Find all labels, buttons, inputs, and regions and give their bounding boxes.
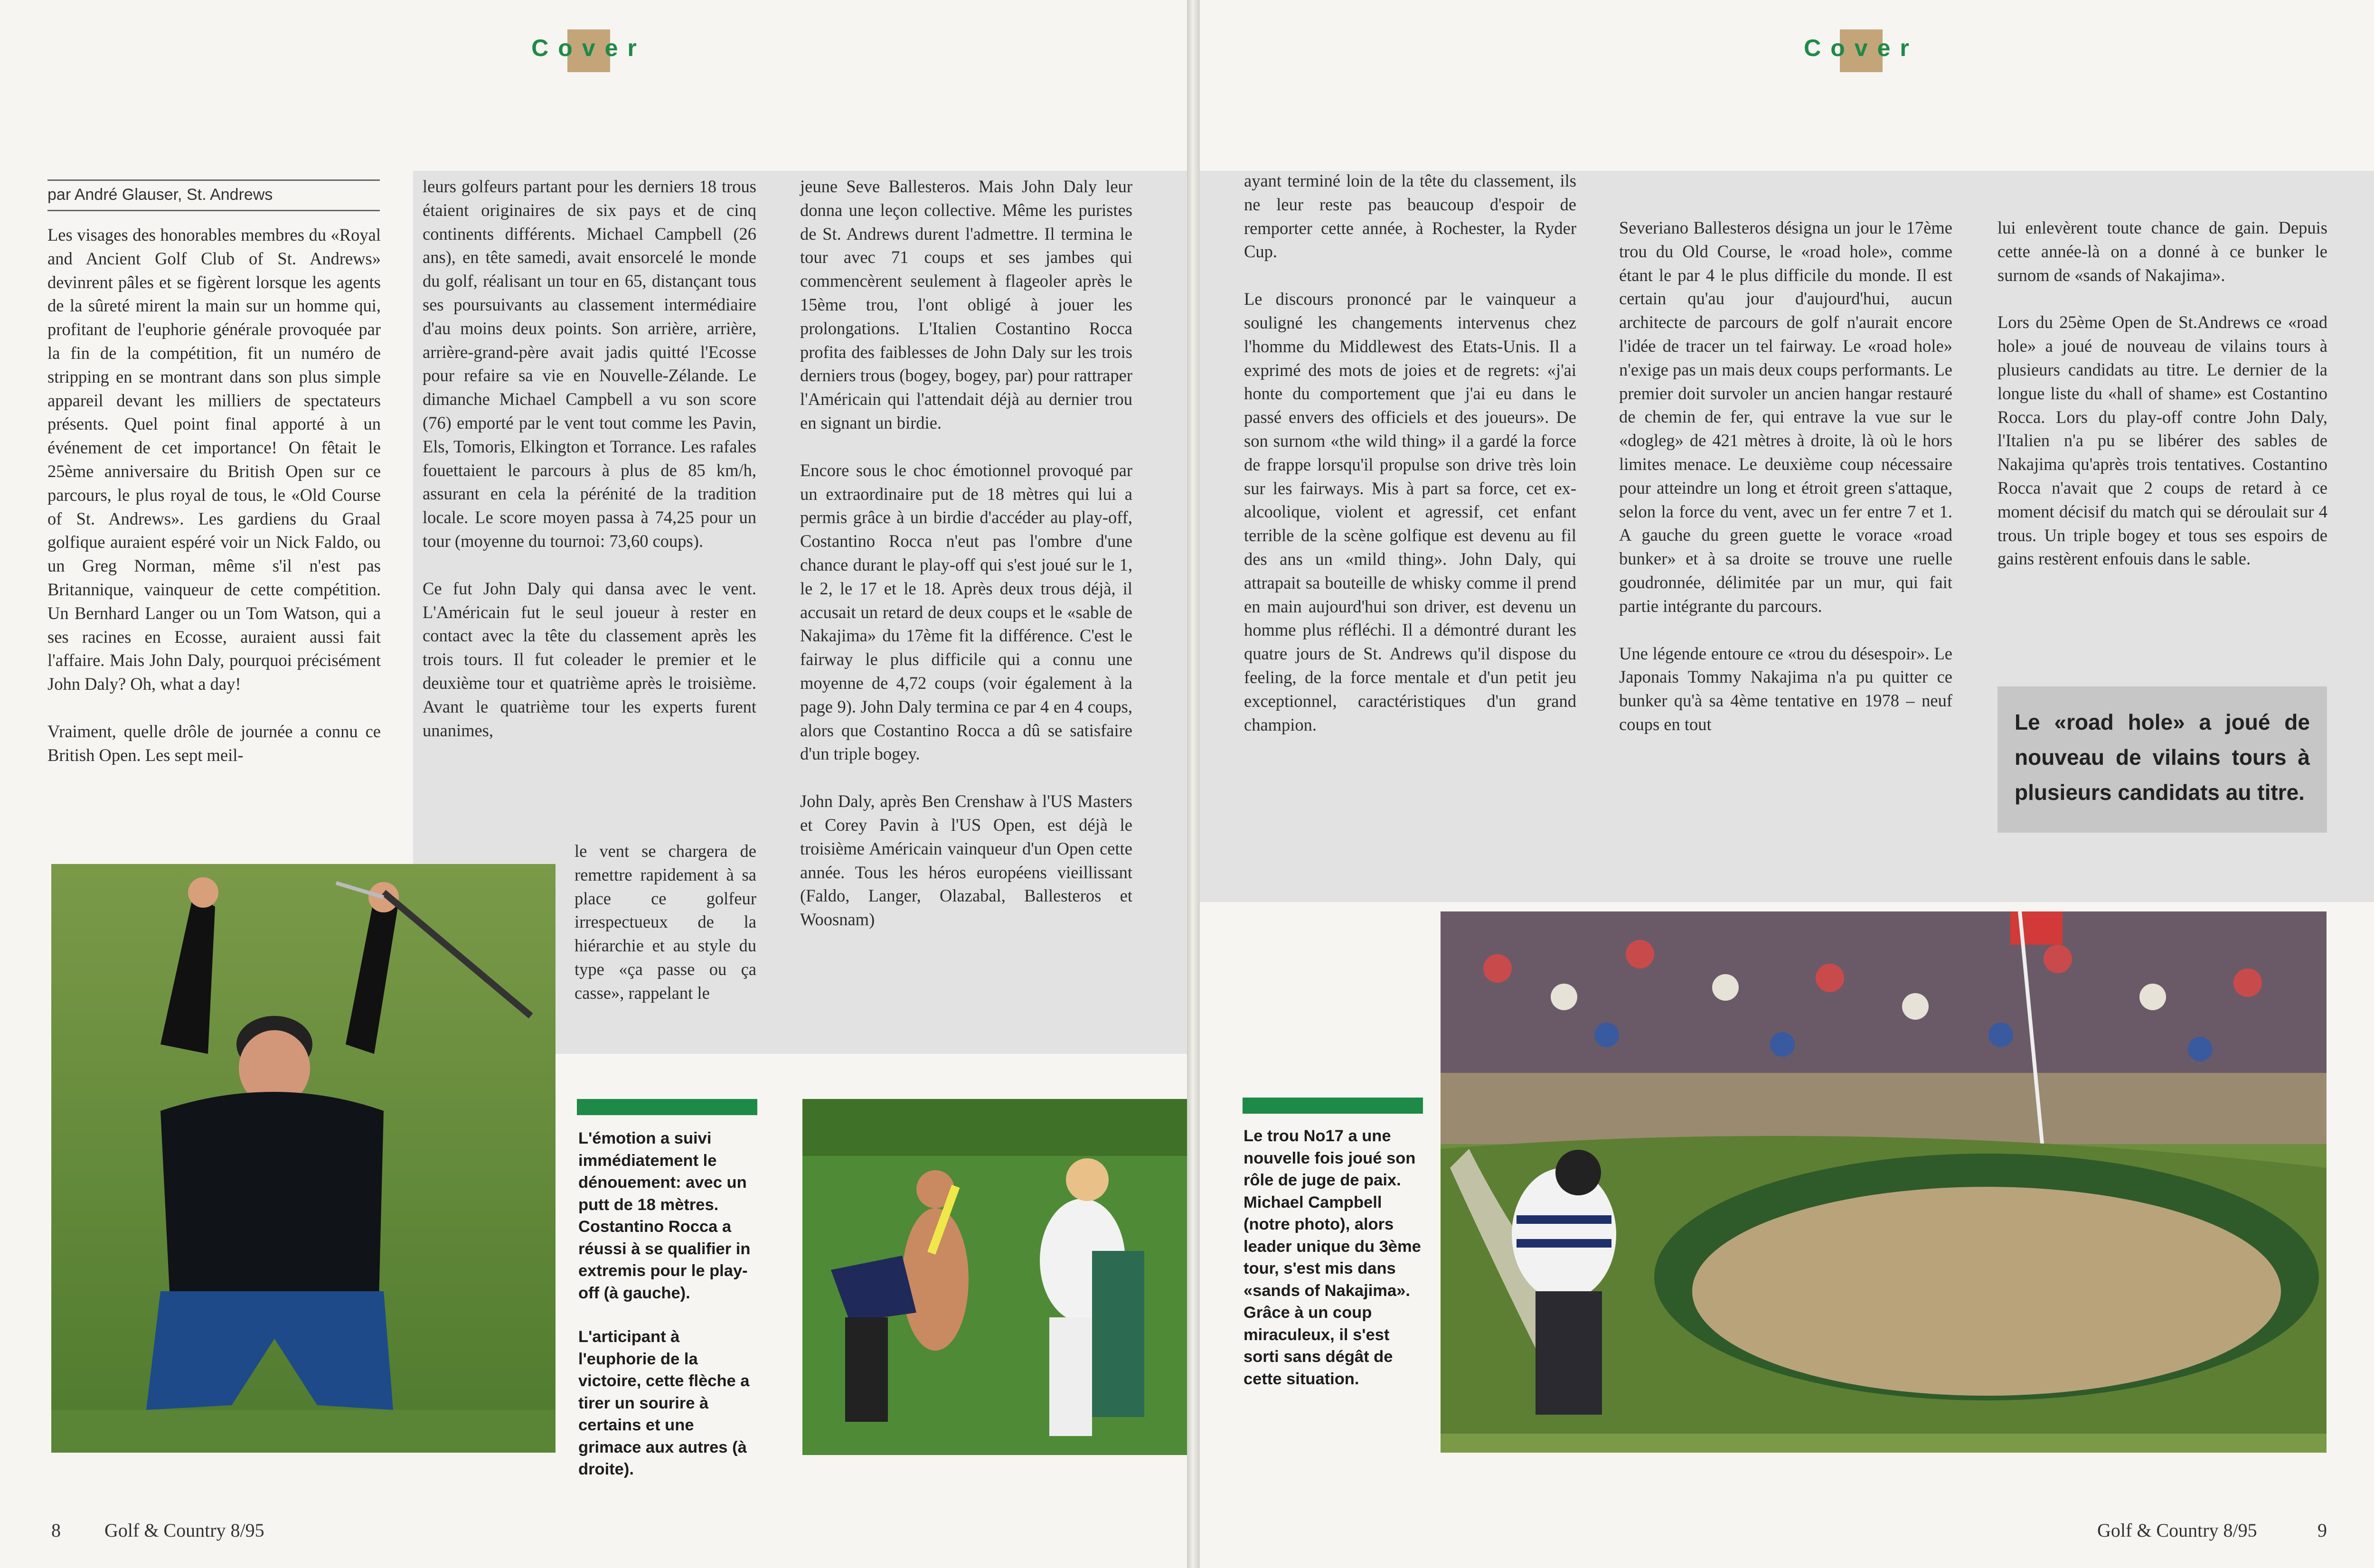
photo-streaker-celebration-image <box>802 1099 1187 1455</box>
article-column-3 <box>1997 216 2327 594</box>
article-column-2-narrow <box>575 839 756 1029</box>
photo-caption <box>578 1127 761 1502</box>
caption-paragraph: Le trou No17 a une nouvelle fois joué son rôle de juge de paix. Michael Campbell (notre photo), alors leader unique du 3ème tour, s'est mis dans «sands of Nakajima». Grâce à un coup miraculeux, il s'est sorti sans dégât de cette situation. <box>1244 1127 1421 1388</box>
paragraph: jeune Seve Ballesteros. Mais John Daly leur donna une leçon collective. Même les puristes de St. Andrews durent l'admettre. Il termina le tour avec 71 coups et ses jambes qui commencèrent seulement à flageoler après le 15ème trou, l'ont obligé à jouer les prolongations. L'Italien Costantino Rocca profita des faiblesses de John Daly sur les trois derniers trous (bogey, bogey, par) pour rattraper l'Américain qui l'attendait déjà au dernier trou en signant un birdie. <box>800 177 1132 432</box>
paragraph: Vraiment, quelle drôle de journée a connu ce British Open. Les sept meil- <box>47 721 381 765</box>
photo-golfer-celebrating <box>51 864 556 1453</box>
pull-quote <box>1997 686 2327 833</box>
caption-paragraph: L'émotion a suivi immédiatement le dénouement: avec un putt de 18 mètres. Costantino Rocca a réussi à se qualifier in extremis pour le play-off (à gauche). <box>578 1129 751 1302</box>
photo-streaker-celebration <box>802 1099 1187 1455</box>
right-page <box>1200 0 2374 1568</box>
caption-paragraph: L'articipant à l'euphorie de la victoire, cette flèche a tirer un sourire à certains et une grimace aux autres (à droite). <box>578 1328 750 1478</box>
paragraph: lui enlevèrent toute chance de gain. Depuis cette année-là on a donné à ce bunker le surnom de «sands of Nakajima». <box>1997 218 2327 285</box>
article-column-1 <box>1244 169 1576 760</box>
article-column-2 <box>423 175 756 742</box>
paragraph: le vent se chargera de remettre rapidement à sa place ce golfeur irrespectueux de la hiérarchie et au style du type «ça passe ou ça casse», rappelant le <box>575 841 756 1003</box>
paragraph: Ce fut John Daly qui dansa avec le vent. L'Américain fut le seul joueur à rester en contact avec la tête du classement après les trois tours. Il fut coleader le premier et le deuxième tour et quatrième après le troisième. Avant le quatrième tour les experts furent unanimes, <box>423 578 756 740</box>
byline: par André Glauser, St. Andrews <box>47 179 380 211</box>
paragraph: Les visages des honorables membres du «Royal and Ancient Golf Club of St. Andrews» devinrent pâles et se figèrent lorsque les agents de la sûreté mirent la main sur un homme qui, profitant de l'euphorie générale provoquée par la fin de la compétition, fit un numéro de stripping en se montrant dans son plus simple appareil devant les milliers de spectateurs présents. Quel point final apporté à un événement de cet importance! On fêtait le 25ème anniversaire du British Open sur ce parcours, le plus royal de tous, le «Old Course of St. Andrews». Les gardiens du Graal golfique auraient espéré voir un Nick Faldo, ou un Greg Norman, même s'il n'est pas Britannique, vainqueur de cette compétition. Un Bernhard Langer ou un Tom Watson, qui a ses racines en Ecosse, auraient aussi fait l'affaire. Mais John Daly, pourquoi précisément John Daly? Oh, what a day! <box>47 225 381 694</box>
magazine-issue: Golf & Country 8/95 <box>2097 1520 2257 1541</box>
spine-gutter <box>1187 0 1200 1568</box>
photo-road-hole-bunker <box>1441 911 2327 1453</box>
page-number: 9 <box>2317 1520 2327 1541</box>
paragraph: Une légende entoure ce «trou du désespoir». Le Japonais Tommy Nakajima n'a pu quitter ce bunker qu'à sa 4ème tentative en 1978 – neuf coups en tout <box>1619 643 1952 734</box>
paragraph: ayant terminé loin de la tête du classement, ils ne leur reste pas beaucoup d'espoir de remporter cette année, à Rochester, la Ryder Cup. <box>1244 171 1576 262</box>
article-column-2 <box>1619 216 1952 760</box>
page-number: 8 <box>51 1520 61 1541</box>
article-column-1 <box>47 223 381 791</box>
caption-rule <box>1243 1098 1423 1114</box>
paragraph: Severiano Ballesteros désigna un jour le 17ème trou du Old Course, le «road hole», comme étant le par 4 le plus difficile du monde. Il est certain qu'au jour d'aujourd'hui, aucun architecte de parcours de golf n'aurait encore l'idée de tracer un tel fairway. Le «road hole» n'exige pas un mais deux coups performants. Le premier doit survoler un ancien hangar restauré de chemin de fer, qui entrave la vue sur le «dogleg» de 421 mètres à droite, là où le hors limites menace. Le deuxième coup nécessaire pour atteindre un long et étroit green s'attaque, selon la force du vent, avec un fer entre 7 et 1. A gauche du green guette le vorace «road bunker» et à sa droite se trouve une ruelle goudronnée, délimitée par un mur, qui fait partie intégrante du parcours. <box>1619 218 1952 616</box>
section-label-text: Cover <box>531 35 646 61</box>
magazine-issue: Golf & Country 8/95 <box>104 1520 264 1541</box>
article-column-3 <box>800 175 1132 955</box>
section-label <box>1743 29 1980 72</box>
paragraph: Le discours prononcé par le vainqueur a souligné les changements intervenus chez l'homme du Middlewest des Etats-Unis. Il a exprimé des mots de joies et de regrets: «j'ai honte du comportement que j'ai eu dans le passé envers des officiels et des joueurs». De son surnom «the wild thing» il a gardé la force de frappe lorsqu'il propulse son drive très loin sur les fairways. Mis à part sa force, cet ex-alcoolique, violent et agressif, cet enfant terrible de la scène golfique est devenu au fil des ans un «mild thing». John Daly, qui attrapait sa bouteille de whisky comme il prend en main aujourd'hui son driver, est devenu un homme plus réfléchi. Il a démontré durant les quatre jours de St. Andrews qu'il dispose du feeling, de la force mentale et d'un petit jeu exceptionnel, caractéristiques d'un grand champion. <box>1244 289 1576 734</box>
pull-quote-text: Le «road hole» a joué de nouveau de vilains tours à plusieurs candidats au titre. <box>2015 710 2310 805</box>
paragraph: Encore sous le choc émotionnel provoqué par un extraordinaire put de 18 mètres qui lui a permis grâce à un birdie d'accéder au play-off, Costantino Rocca n'eut pas l'ombre d'une chance durant le play-off qui s'est joué sur le 1, le 2, le 17 et le 18. Après deux trous déjà, il accusait un retard de deux coups et le «sable de Nakajima» du 17ème fit la différence. C'est le fairway le plus difficile qui a connu une moyenne de 4,72 coups (voir également à la page 9). John Daly termina ce par 4 en 4 coups, alors que Costantino Rocca a dû se satisfaire d'un triple bogey. <box>800 460 1132 764</box>
paragraph: John Daly, après Ben Crenshaw à l'US Masters et Corey Pavin à l'US Open, est déjà le troisième Américain vainqueur d'un Open cette année. Tous les héros européens vieillissant (Faldo, Langer, Olazabal, Ballesteros et Woosnam) <box>800 791 1132 930</box>
paragraph: Lors du 25ème Open de St.Andrews ce «road hole» a joué de nouveau de vilains tours à plusieurs candidats au titre. Le dernier de la longue liste du «hall of shame» est Costantino Rocca. Lors du play-off contre John Daly, l'Italien n'a pu se libérer des sables de Nakajima qu'après trois tentatives. Costantino Rocca n'avait que 2 coups de retard à ce moment décisif du match qui se déroulait sur 4 trous. Un triple bogey et tous ses espoirs de gains restèrent enfouis dans le sable. <box>1997 312 2327 569</box>
photo-golfer-celebrating-image <box>51 864 556 1453</box>
photo-caption <box>1244 1125 1426 1412</box>
section-label <box>470 29 707 72</box>
section-label-text: Cover <box>1804 35 1919 61</box>
paragraph: leurs golfeurs partant pour les derniers 18 trous étaient originaires de six pays et de cinq continents différents. Michael Campbell (26 ans), en tête samedi, avait ensorcelé le monde du golf, réalisant un tour en 65, distançant tous ses poursuivants au classement intermédiaire d'au moins deux points. Son arrière, arrière, arrière-grand-père avait jadis quitté l'Ecosse pour refaire sa vie en Nouvelle-Zélande. Le dimanche Michael Campbell a vu son score (76) emporté par le vent tout comme les Pavin, Els, Tomoris, Elkington et Torrance. Les rafales fouettaient le parcours à plus de 85 km/h, assurant en cela la pérénité de la tradition locale. Le score moyen passa à 74,25 pour un tour (moyenne du tournoi: 73,60 coups). <box>423 177 756 551</box>
photo-road-hole-bunker-image <box>1441 911 2327 1453</box>
caption-rule <box>577 1099 757 1115</box>
